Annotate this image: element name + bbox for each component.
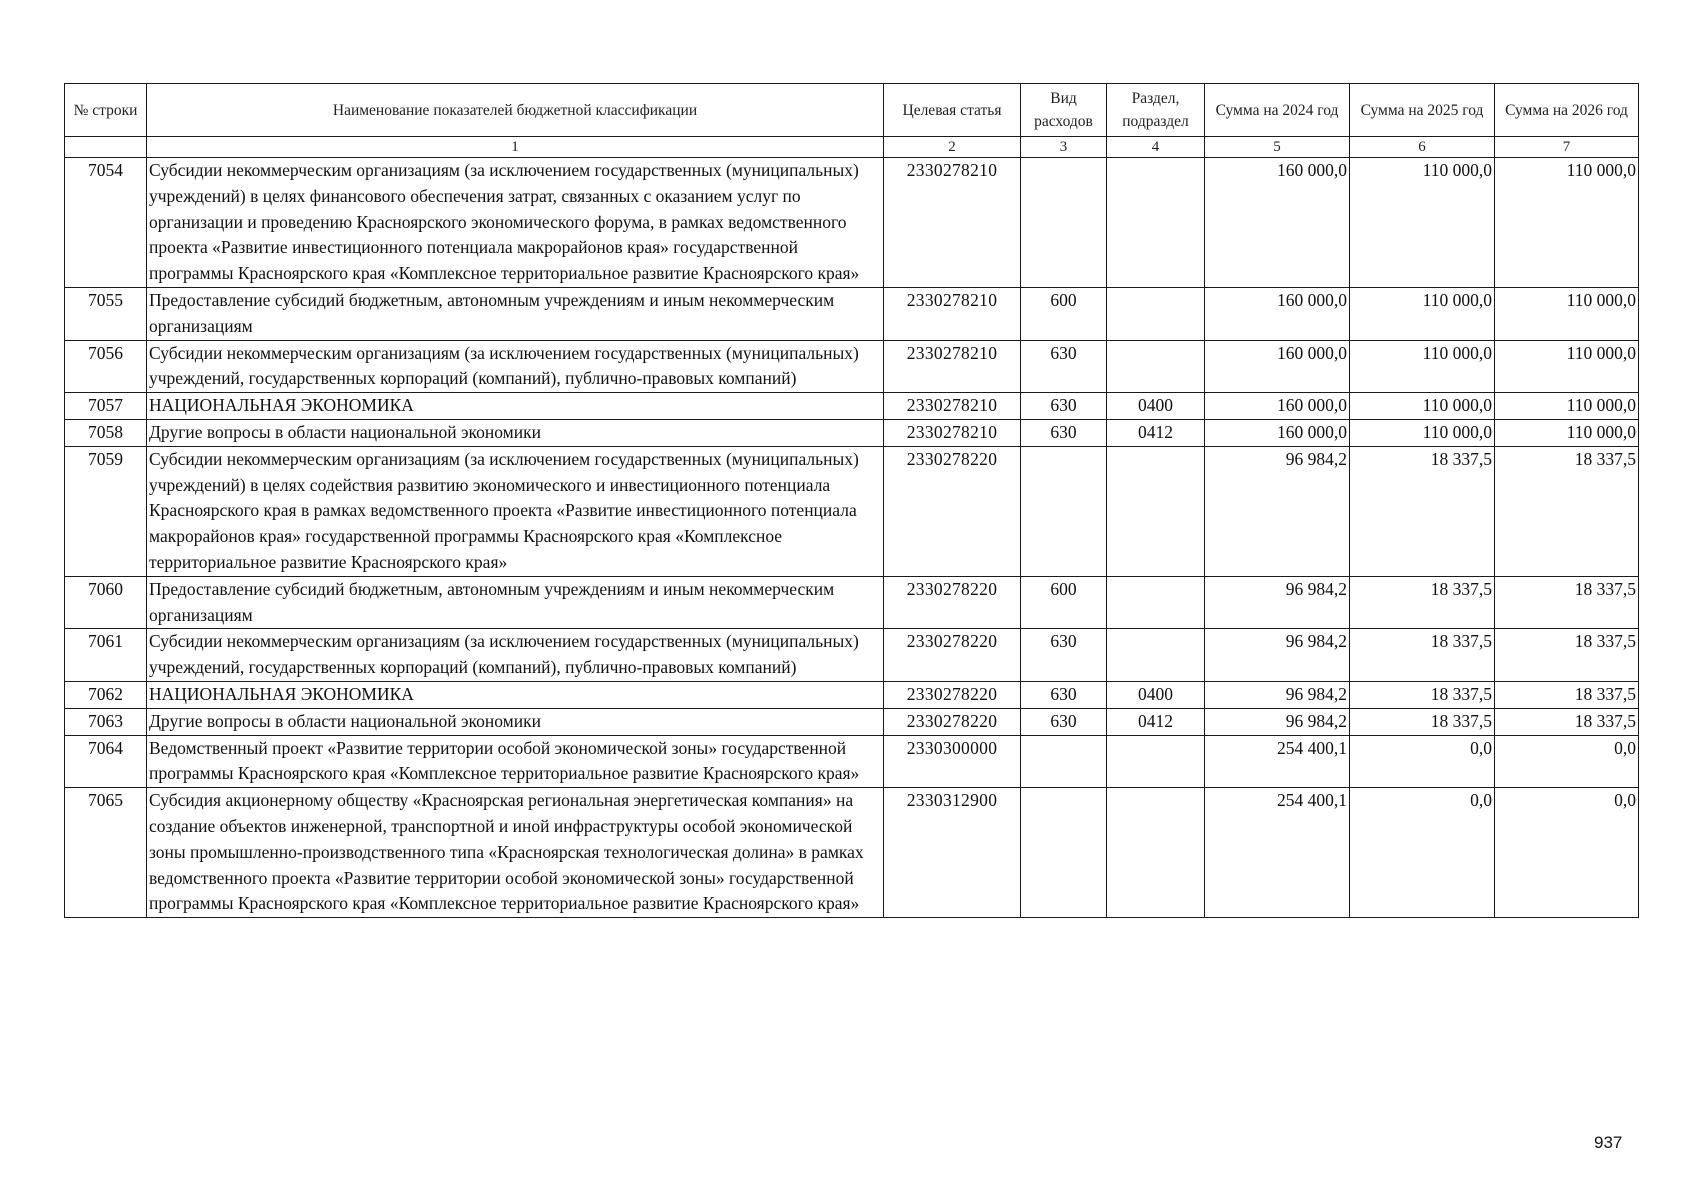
row-number: 7056 (65, 340, 147, 393)
sum-2025: 18 337,5 (1350, 708, 1495, 735)
sum-2024: 160 000,0 (1205, 158, 1350, 288)
sum-2024: 96 984,2 (1205, 629, 1350, 682)
section-code (1107, 158, 1205, 288)
indicator-name: НАЦИОНАЛЬНАЯ ЭКОНОМИКА (147, 393, 884, 420)
header-sum-2024: Сумма на 2024 год (1205, 84, 1350, 137)
sum-2026: 18 337,5 (1495, 708, 1639, 735)
indicator-name: Другие вопросы в области национальной экономики (147, 419, 884, 446)
target-article: 2330278220 (884, 681, 1021, 708)
header-row-no: № строки (65, 84, 147, 137)
column-number: 3 (1021, 137, 1107, 158)
sum-2026: 110 000,0 (1495, 287, 1639, 340)
sum-2026: 18 337,5 (1495, 629, 1639, 682)
target-article: 2330312900 (884, 788, 1021, 918)
sum-2025: 0,0 (1350, 788, 1495, 918)
sum-2024: 96 984,2 (1205, 446, 1350, 576)
table-row (65, 576, 1639, 629)
expense-type: 630 (1021, 708, 1107, 735)
column-number (65, 137, 147, 158)
section-code: 0400 (1107, 393, 1205, 420)
sum-2026: 18 337,5 (1495, 446, 1639, 576)
row-number: 7057 (65, 393, 147, 420)
sum-2026: 110 000,0 (1495, 419, 1639, 446)
sum-2026: 0,0 (1495, 788, 1639, 918)
row-number: 7060 (65, 576, 147, 629)
table-row (65, 393, 1639, 420)
header-target: Целевая статья (884, 84, 1021, 137)
target-article: 2330278220 (884, 629, 1021, 682)
expense-type (1021, 735, 1107, 788)
sum-2024: 96 984,2 (1205, 576, 1350, 629)
indicator-name: Субсидии некоммерческим организациям (за исключением государственных (муниципальных) учреждений, государственных корпораций (компаний), публично-правовых компаний) (147, 629, 884, 682)
sum-2026: 110 000,0 (1495, 158, 1639, 288)
target-article: 2330278210 (884, 158, 1021, 288)
budget-table (64, 83, 1639, 918)
header-name: Наименование показателей бюджетной классификации (147, 84, 884, 137)
expense-type: 630 (1021, 629, 1107, 682)
section-code (1107, 340, 1205, 393)
sum-2025: 0,0 (1350, 735, 1495, 788)
table-row (65, 287, 1639, 340)
header-sum-2025: Сумма на 2025 год (1350, 84, 1495, 137)
sum-2025: 110 000,0 (1350, 393, 1495, 420)
indicator-name: Субсидии некоммерческим организациям (за исключением государственных (муниципальных) учреждений) в целях содействия развитию экономического и инвестиционного потенциала Красноярского края в рамках ведомственного проекта «Развитие инвестиционного потенциала макрорайонов края» государственной программы Красноярского края «Комплексное территориальное развитие Красноярского края» (147, 446, 884, 576)
indicator-name: Ведомственный проект «Развитие территории особой экономической зоны» государственной программы Красноярского края «Комплексное территориальное развитие Красноярского края» (147, 735, 884, 788)
target-article: 2330278210 (884, 340, 1021, 393)
row-number: 7061 (65, 629, 147, 682)
indicator-name: Предоставление субсидий бюджетным, автономным учреждениям и иным некоммерческим организациям (147, 576, 884, 629)
column-number: 4 (1107, 137, 1205, 158)
row-number: 7058 (65, 419, 147, 446)
table-row (65, 629, 1639, 682)
column-number: 2 (884, 137, 1021, 158)
table-row (65, 708, 1639, 735)
sum-2024: 96 984,2 (1205, 681, 1350, 708)
indicator-name: Предоставление субсидий бюджетным, автономным учреждениям и иным некоммерческим организациям (147, 287, 884, 340)
indicator-name: Субсидии некоммерческим организациям (за исключением государственных (муниципальных) учреждений) в целях финансового обеспечения затрат, связанных с оказанием услуг по организации и проведению Красноярского экономического форума, в рамках ведомственного проекта «Развитие инвестиционного потенциала макрорайонов края» государственной программы Красноярского края «Комплексное территориальное развитие Красноярского края» (147, 158, 884, 288)
sum-2025: 18 337,5 (1350, 576, 1495, 629)
section-code: 0412 (1107, 419, 1205, 446)
sum-2024: 160 000,0 (1205, 287, 1350, 340)
expense-type: 630 (1021, 340, 1107, 393)
target-article: 2330278210 (884, 287, 1021, 340)
sum-2025: 110 000,0 (1350, 340, 1495, 393)
column-number: 5 (1205, 137, 1350, 158)
sum-2024: 160 000,0 (1205, 419, 1350, 446)
header-sum-2026: Сумма на 2026 год (1495, 84, 1639, 137)
expense-type: 600 (1021, 576, 1107, 629)
row-number: 7065 (65, 788, 147, 918)
indicator-name: Субсидия акционерному обществу «Красноярская региональная энергетическая компания» на создание объектов инженерной, транспортной и иной инфраструктуры особой экономической зоны промышленно-производственного типа «Красноярская технологическая долина» в рамках ведомственного проекта «Развитие территории особой экономической зоны» государственной программы Красноярского края «Комплексное территориальное развитие Красноярского края» (147, 788, 884, 918)
row-number: 7055 (65, 287, 147, 340)
table-row (65, 419, 1639, 446)
expense-type: 600 (1021, 287, 1107, 340)
sum-2026: 18 337,5 (1495, 576, 1639, 629)
sum-2025: 110 000,0 (1350, 419, 1495, 446)
table-row (65, 158, 1639, 288)
target-article: 2330300000 (884, 735, 1021, 788)
column-number: 6 (1350, 137, 1495, 158)
sum-2024: 160 000,0 (1205, 393, 1350, 420)
sum-2024: 254 400,1 (1205, 735, 1350, 788)
section-code (1107, 629, 1205, 682)
table-row (65, 446, 1639, 576)
section-code: 0400 (1107, 681, 1205, 708)
section-code (1107, 287, 1205, 340)
section-code (1107, 788, 1205, 918)
sum-2024: 254 400,1 (1205, 788, 1350, 918)
sum-2025: 18 337,5 (1350, 681, 1495, 708)
sum-2025: 110 000,0 (1350, 287, 1495, 340)
target-article: 2330278220 (884, 576, 1021, 629)
expense-type (1021, 446, 1107, 576)
sum-2024: 160 000,0 (1205, 340, 1350, 393)
target-article: 2330278220 (884, 708, 1021, 735)
column-number: 7 (1495, 137, 1639, 158)
sum-2026: 110 000,0 (1495, 393, 1639, 420)
header-expense-type: Вид расходов (1021, 84, 1107, 137)
sum-2025: 18 337,5 (1350, 446, 1495, 576)
row-number: 7059 (65, 446, 147, 576)
table-row (65, 340, 1639, 393)
sum-2024: 96 984,2 (1205, 708, 1350, 735)
expense-type: 630 (1021, 419, 1107, 446)
expense-type (1021, 158, 1107, 288)
page-number: 937 (1594, 1133, 1623, 1152)
sum-2026: 18 337,5 (1495, 681, 1639, 708)
target-article: 2330278220 (884, 446, 1021, 576)
sum-2025: 18 337,5 (1350, 629, 1495, 682)
sum-2026: 110 000,0 (1495, 340, 1639, 393)
column-number: 1 (147, 137, 884, 158)
table-header (65, 84, 1639, 158)
target-article: 2330278210 (884, 393, 1021, 420)
row-number: 7064 (65, 735, 147, 788)
target-article: 2330278210 (884, 419, 1021, 446)
section-code (1107, 446, 1205, 576)
header-section: Раздел, подраздел (1107, 84, 1205, 137)
section-code: 0412 (1107, 708, 1205, 735)
indicator-name: Другие вопросы в области национальной экономики (147, 708, 884, 735)
row-number: 7062 (65, 681, 147, 708)
section-code (1107, 735, 1205, 788)
indicator-name: Субсидии некоммерческим организациям (за исключением государственных (муниципальных) учреждений, государственных корпораций (компаний), публично-правовых компаний) (147, 340, 884, 393)
table-row (65, 735, 1639, 788)
row-number: 7063 (65, 708, 147, 735)
row-number: 7054 (65, 158, 147, 288)
table-body (65, 158, 1639, 918)
table-row (65, 788, 1639, 918)
sum-2026: 0,0 (1495, 735, 1639, 788)
table-row (65, 681, 1639, 708)
section-code (1107, 576, 1205, 629)
expense-type (1021, 788, 1107, 918)
sum-2025: 110 000,0 (1350, 158, 1495, 288)
indicator-name: НАЦИОНАЛЬНАЯ ЭКОНОМИКА (147, 681, 884, 708)
column-number-row (65, 137, 1639, 158)
expense-type: 630 (1021, 681, 1107, 708)
expense-type: 630 (1021, 393, 1107, 420)
